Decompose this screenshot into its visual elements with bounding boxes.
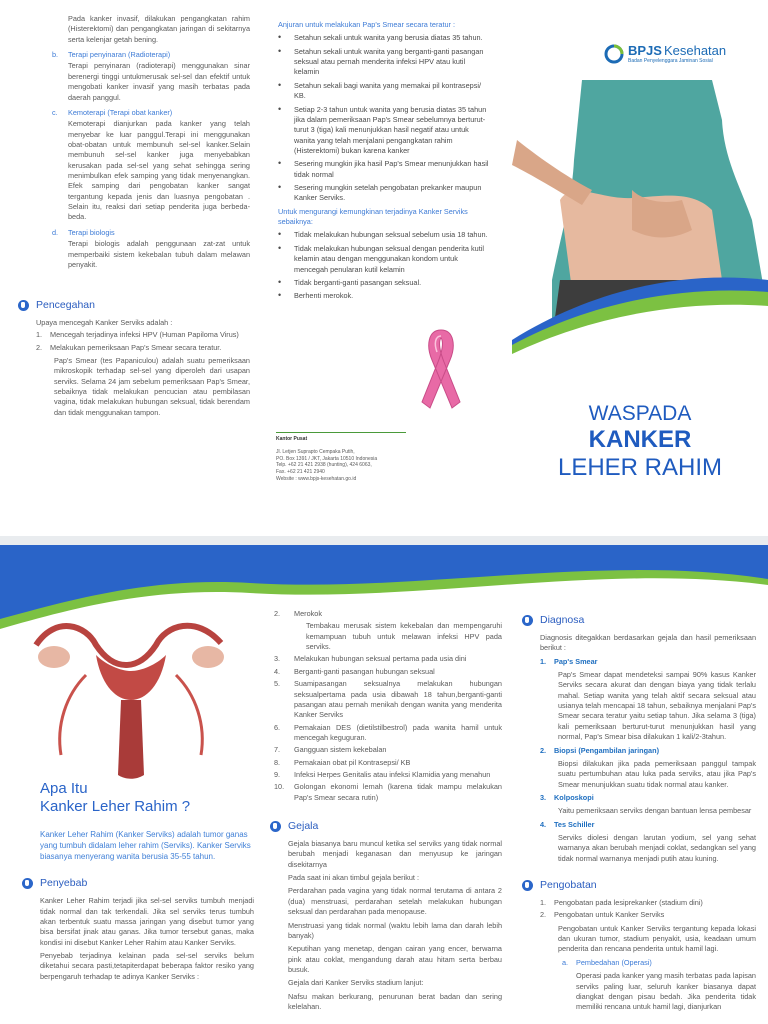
diagnosa-item-text: Pap's Smear dapat mendeteksi sampai 90% kasus Kanker Serviks secara akurat dan dengan biaya yang tidak terlalu mahal. Setiap wanita yang telah aktif secara seksual atau usianya telah mencapai 18 tahun, sebaiknya menjalani Pap's Smear secara teratur yaitu setiap tahun. Jika selama 3 (tiga) kali pemeriksaan berturut-turut menunjukkan hasil yang normal, Pap's Smear bisa dilakukan 1 kali/2-3tahun. xyxy=(558,669,756,742)
heading-line-1: Apa Itu xyxy=(40,780,88,797)
treatment-text: Kemoterapi dianjurkan pada kanker yang telah menyebar ke luar panggul.Terapi ini menggunakan obat-obatan untuk membunuh sel-sel kanker.Selain membunuh sel-sel kanker juga menyebabkan kerusakan pada sel-sel yang sehat sehingga sering menimbulkan efek samping yang tidak menyenangkan. Efek samping dari pengobatan kanker sangat tergantung kepada jenis dan luasnya pengobatan . Selain itu, reaksi dari setiap penderita juga berbeda-beda. xyxy=(68,119,250,222)
logo-accent-text: Kesehatan xyxy=(663,43,727,58)
cover-title xyxy=(512,402,768,481)
list-item: Pengobatan untuk Kanker Serviks xyxy=(554,910,665,920)
title-line-1: WASPADA xyxy=(588,402,692,425)
treatment-text: Terapi penyinaran (radioterapi) menggunakan sinar berenergi tinggi untukmerusak sel-sel dan efektif untuk mengobati kanker invasif yang masih terbatas pada daerah panggul. xyxy=(68,61,250,102)
list-item: • Tidak berganti-ganti pasangan seksual. xyxy=(278,276,422,287)
diagnosa-item-title: Pap's Smear xyxy=(554,656,598,666)
section-heading: Pengobatan xyxy=(540,879,597,892)
left-column xyxy=(52,14,250,275)
list-item: Suamipasangan seksualnya melakukan hubungan seksualpertama pada usia dibawah 18 tahun,berganti-ganti pasangan atau pernah menikah dengan wanita yang menderita Kanker Serviks xyxy=(294,679,502,720)
list-item: Pemakaian obat pil Kontrasepsi/ KB xyxy=(294,757,411,767)
subheading: Pembedahan (Operasi) xyxy=(576,957,652,967)
list-item: • Setahun sekali bagi wanita yang memakai pil kontrasepsi/ KB. xyxy=(278,79,481,101)
section-heading: Pencegahan xyxy=(36,299,95,311)
paragraph: Menstruasi yang tidak normal (waktu lebih lama dan darah lebih banyak) xyxy=(288,920,502,940)
address-line: Telp. +62 21 421 2938 (hunting), 424 6063, xyxy=(276,462,372,469)
divider xyxy=(276,432,406,433)
list-item: Mencegah terjadinya infeksi HPV (Human Papiloma Virus) xyxy=(50,330,239,340)
info-bullet-icon xyxy=(522,615,533,626)
paragraph: Nafsu makan berkurang, penurunan berat badan dan sering kelelahan. xyxy=(288,991,502,1012)
paragraph: Diagnosis ditegakkan berdasarkan gejala dan hasil pemeriksaan berikut : xyxy=(540,632,756,653)
treatment-d: d. Terapi biologis Terapi biologis adalah penggunaan zat-zat untuk memperbaiki sistem kekebalan tubuh dalam melawan penyakit. xyxy=(52,227,250,269)
bpjs-logo-icon xyxy=(604,44,624,64)
paragraph: Operasi pada kanker yang masih terbatas pada lapisan serviks paling luar, seluruh kanker biasanya dapat diangkat dengan pisau bedah. Jika penderita tidak memiliki rencana untuk hamil lagi, dianjurkan xyxy=(576,971,756,1012)
list-item: Melakukan pemeriksaan Pap's Smear secara teratur. xyxy=(50,342,222,352)
brochure-inner-page xyxy=(0,545,768,1024)
list-item: • Setiap 2-3 tahun untuk wanita yang berusia diatas 35 tahun jika dalam pemeriksaan Pap's Smear sebelumnya berturut-turut 3 (tiga) kali menunjukkan hasil negatif atau untuk wanita yang telah menjalani pengangkatan rahim (Histerektomi) bukan karena kanker xyxy=(278,103,487,155)
office-title: Kantor Pusat xyxy=(276,436,308,442)
p2-middle-column: 2. Merokok Tembakau merusak sistem kekebalan dan mempengaruhi kemampuan tubuh untuk melawan infeksi HPV pada serviks. 3. Melakukan hubungan seksual pertama pada usia dini 4. Berganti-ganti pasangan hubungan seksual 5. Suamipasangan seksualnya melakukan hubungan seksualpertama pada usia dibawah 18 tahun,berganti-ganti pasangan atau pernah menikah dengan wanita yang menderita Kanker Serviks 6. Pemakaian DES (dietilstilbestrol) pada wanita hamil untuk mencegah keguguran. 7. Gangguan sistem kekebalan 8. Pemakaian obat pil Kontrasepsi/ KB 9. Infeksi Herpes Genitalis atau infeksi Klamidia yang menahun 10. Golongan ekonomi lemah (karena tidak mampu melakukan Pap's Smear secara rutin) Gejala Gejala biasanya baru muncul ketika sel serviks yang tidak normal berubah menjadi keganasan dan menyusup ke jaringan disekitarnya Pada saat ini akan timbul gejala berikut : Perdarahan pada vagina yang tidak normal terutama di antara 2 (dua) menstruasi, perdarahan setelah melakukan hubungan seksual dan perdarahan pada menopause. Menstruasi yang tidak normal (waktu lebih lama dan darah lebih banyak) Keputihan yang menetap, dengan cairan yang encer, berwarna pink atau coklat, mengandung darah atau hitam serta berbau busuk. Gejala dari Kanker Serviks stadium lanjut: Nafsu makan berkurang, penurunan berat badan dan sering kelelahan. xyxy=(270,607,502,1015)
list-item: • Tidak melakukan hubungan seksual sebelum usia 18 tahun. xyxy=(278,229,488,240)
definition-text: Kanker Leher Rahim (Kanker Serviks) adalah tumor ganas yang tumbuh didalam leher rahim (Serviks). Kanker Serviks biasanya menyerang wanita berusia 35-55 tahun. xyxy=(40,830,251,861)
list-item: Pemakaian DES (dietilstilbestrol) pada wanita hamil untuk mencegah keguguran. xyxy=(294,722,502,742)
paragraph: Pada saat ini akan timbul gejala berikut : xyxy=(288,873,420,883)
diagnosa-item-title: Kolposkopi xyxy=(554,792,594,802)
p2-left-column xyxy=(22,780,254,985)
list-item: • Sesering mungkin jika hasil Pap's Smear menunjukkan hasil tidak normal xyxy=(278,158,489,179)
title-line-2: KANKER xyxy=(588,426,692,454)
diagnosa-item-text: Yaitu pemeriksaan serviks dengan bantuan lensa pembesar xyxy=(558,806,752,816)
section-heading: Diagnosa xyxy=(540,614,585,626)
list-item: • Setahun sekali untuk wanita yang berusia diatas 35 tahun. xyxy=(278,32,483,43)
office-address xyxy=(276,436,416,483)
anjuran-list xyxy=(278,33,490,203)
apa-itu-heading xyxy=(22,780,254,816)
paragraph: Gejala biasanya baru muncul ketika sel serviks yang tidak normal berubah menjadi keganasan dan menyusup ke jaringan disekitarnya xyxy=(288,839,502,869)
info-bullet-icon xyxy=(22,878,33,889)
treatment-title: Terapi penyinaran (Radioterapi) xyxy=(68,50,171,60)
middle-column xyxy=(278,20,490,305)
info-bullet-icon xyxy=(270,821,281,832)
info-bullet-icon xyxy=(522,880,533,891)
list-item-detail: Tembakau merusak sistem kekebalan dan mempengaruhi kemampuan tubuh untuk melawan infeksi HPV pada serviks. xyxy=(306,621,502,652)
treatment-text: Terapi biologis adalah penggunaan zat-zat untuk memperbaiki sistem kekebalan tubuh dalam melawan penyakit. xyxy=(68,239,250,269)
section-heading: Gejala xyxy=(288,820,319,833)
list-item: • Berhenti merokok. xyxy=(278,290,354,301)
logo-subtitle: Badan Penyelenggara Jaminan Sosial xyxy=(628,58,713,64)
list-item: Infeksi Herpes Genitalis atau infeksi Klamidia yang menahun xyxy=(294,770,491,780)
diagnosa-item-title: Biopsi (Pengambilan jaringan) xyxy=(554,745,660,755)
address-line: Fax. +62 21 421 2940 xyxy=(276,469,325,475)
uterus-illustration xyxy=(26,605,236,790)
title-line-3: LEHER RAHIM xyxy=(557,453,723,481)
page-gap xyxy=(0,536,768,545)
list-item: Golongan ekonomi lemah (karena tidak mampu melakukan Pap's Smear secara rutin) xyxy=(294,782,502,802)
list-item: • Sesering mungkin setelah pengobatan prekanker maupun Kanker Serviks. xyxy=(278,182,482,203)
p2-right-column: Diagnosa Diagnosis ditegakkan berdasarkan gejala dan hasil pemeriksaan berikut : 1. Pap's Smear Pap's Smear dapat mendeteksi sampai 90% kasus Kanker Serviks secara akurat dan dengan biaya yang tidak terlalu mahal. Setiap wanita yang telah aktif secara seksual atau usianya telah mencapai 18 tahun, sebaiknya menjalani Pap's Smear secara teratur yaitu setiap tahun. Jika selama 3 (tiga) kali pemeriksaan berturut-turut menunjukkan hasil yang normal, Pap's Smear bisa dilakukan 1 kali/2-3tahun. 2. Biopsi (Pengambilan jaringan) Biopsi dilakukan jika pada pemeriksaan panggul tampak suatu pertumbuhan atau luka pada serviks, atau jika Pap's Smear menunjukkan suatu tidak normal atau kanker. 3. Kolposkopi Yaitu pemeriksaan serviks dengan bantuan lensa pembesar 4. Tes Schiller Serviks diolesi dengan larutan yodium, sel yang sehat warnanya akan berubah menjadi coklat, sedangkan sel yang tidak normal warnanya menjadi putih atau kuning. Pengobatan 1. Pengobatan pada lesiprekanker (stadium dini) 2. Pengobatan untuk Kanker Serviks Pengobatan untuk Kanker Serviks tergantung kepada lokasi dan ukuran tumor, stadium penyakit, usia, keadaan umum penderita dan rencana penderita untuk hamil lagi. a. Pembedahan (Operasi) Operasi pada kanker yang masih terbatas pada lapisan serviks paling luar, seluruh kanker biasanya dapat diangkat dengan pisau bedah. Jika penderita tidak memiliki rencana untuk hamil lagi, dianjurkan xyxy=(522,603,756,1016)
address-line: PO. Box 1391 / JKT, Jakarta 10510 Indonesia xyxy=(276,455,378,462)
treatment-c: c. Kemoterapi (Terapi obat kanker) Kemoterapi dianjurkan pada kanker yang telah menyebar ke luar panggul.Terapi ini menggunakan obat-obatan untuk membunuh sel-sel kanker.Selain membunuh sel-sel kanker juga menyebabkan kerusakan pada sel-sel yang sehat sehingga sering menimbulkan efek samping yang tidak menyenangkan. Efek samping dari pengobatan kanker sangat tergantung kepada jenis dan luasnya pengobatan . Selain itu, reaksi dari setiap penderita juga berbeda-beda. xyxy=(52,107,250,222)
section-heading: Penyebab xyxy=(40,877,88,890)
pencegahan-intro: Upaya mencegah Kanker Serviks adalah : xyxy=(36,317,173,327)
treatment-b: b. Terapi penyinaran (Radioterapi) Terapi penyinaran (radioterapi) menggunakan sinar berenergi tinggi untukmerusak sel-sel dan efektif untuk mengobati kanker invasif yang masih terbatas pada daerah panggul. xyxy=(52,50,250,102)
list-item: Merokok xyxy=(294,609,322,618)
paps-description: Pap's Smear (tes Papaniculou) adalah suatu pemeriksaan mikroskopik terhadap sel-sel yang diperoleh dari usapan serviks. Selama 24 jam sebelum pemeriksaan Pap's Smear, sebaiknya tidak melakukan pencucian atau pembilasan vagina, tidak melakukan hubungan seksual, tidak berendam dan tidak menggunakan tampon. xyxy=(54,355,250,417)
paragraph: Keputihan yang menetap, dengan cairan yang encer, berwarna pink atau coklat, mengandung darah atau hitam serta berbau busuk. xyxy=(288,944,502,974)
paragraph: Gejala dari Kanker Serviks stadium lanjut: xyxy=(288,978,424,988)
anjuran-heading: Anjuran untuk melakukan Pap's Smear secara teratur : xyxy=(278,20,456,29)
heading-line-2: Kanker Leher Rahim ? xyxy=(40,798,191,815)
pencegahan-section: Pencegahan Upaya mencegah Kanker Serviks adalah : 1. Mencegah terjadinya infeksi HPV (Human Papiloma Virus) 2. Melakukan pemeriksaan Pap's Smear secara teratur. Pap's Smear (tes Papaniculou) adalah suatu pemeriksaan mikroskopik terhadap sel-sel yang diperoleh dari usapan serviks. Selama 24 jam sebelum pemeriksaan Pap's Smear, sebaiknya tidak melakukan pencucian atau pembilasan vagina, tidak melakukan hubungan seksual, tidak berendam dan tidak menggunakan tampon. xyxy=(18,288,250,421)
kurangi-list xyxy=(278,230,490,301)
treatment-title: Kemoterapi (Terapi obat kanker) xyxy=(68,107,173,117)
logo-text: BPJS xyxy=(628,43,662,58)
list-item: Gangguan sistem kekebalan xyxy=(294,745,387,755)
paragraph: Kanker Leher Rahim terjadi jika sel-sel serviks tumbuh menjadi tidak normal dan tak terkendali. Jika sel serviks terus tumbuh akan terbentuk suatu massa jaringan yang disebut tumor yang bisa bersifat jinak atau ganas. Jika tumor tersebut ganas, maka kondisi ini disebut Kanker Leher Rahim atau Kanker Serviks. xyxy=(40,896,254,947)
kurangi-heading: Untuk mengurangi kemungkinan terjadinya Kanker Serviks sebaiknya: xyxy=(278,206,468,227)
list-item: Melakukan hubungan seksual pertama pada usia dini xyxy=(294,654,467,664)
list-item: • Setahun sekali untuk wanita yang berganti-ganti pasangan seksual atau pernah menderita infeksi HPV atau kutil kelamin xyxy=(278,45,484,77)
list-item: Pengobatan pada lesiprekanker (stadium dini) xyxy=(554,898,703,907)
diagnosa-item-text: Serviks diolesi dengan larutan yodium, sel yang sehat warnanya akan berubah menjadi coklat, sedangkan sel yang tidak normal warnanya menjadi putih atau kuning. xyxy=(558,833,756,863)
diagnosa-item-title: Tes Schiller xyxy=(554,819,595,829)
paragraph: Perdarahan pada vagina yang tidak normal terutama di antara 2 (dua) menstruasi, perdarahan setelah melakukan hubungan seksual dan perdarahan pada menopause. xyxy=(288,886,502,917)
address-line: Jl. Letjen Suprapto Cempaka Putih, xyxy=(276,448,355,455)
diagnosa-item-text: Biopsi dilakukan jika pada pemeriksaan panggul tampak suatu pertumbuhan atau luka pada serviks, atau jika Pap's Smear menunjukkan suatu tidak normal atau kanker. xyxy=(558,758,756,789)
list-item: • Tidak melakukan hubungan seksual dengan penderita kutil kelamin atau dengan menggunakan kondom untuk mencegah penularan kutil kelamin xyxy=(278,242,484,274)
decorative-swoosh xyxy=(512,230,768,536)
intro-paragraph: Pada kanker invasif, dilakukan pengangkatan rahim (Histerektomi) dan pengangkatan jaringan di sekitarnya serta kelenjar getah bening. xyxy=(68,14,250,44)
cover-panel xyxy=(512,0,768,536)
address-line: Website : www.bpjs-kesehatan.go.id xyxy=(276,475,357,482)
list-item: Berganti-ganti pasangan hubungan seksual xyxy=(294,666,435,676)
paragraph: Pengobatan untuk Kanker Serviks tergantung kepada lokasi dan ukuran tumor, stadium penyakit, usia, keadaan umum penderita dan rencana penderita untuk hamil lagi. xyxy=(558,923,756,954)
info-bullet-icon xyxy=(18,300,29,311)
paragraph: Penyebab terjadinya kelainan pada sel-sel serviks belum diketahui secara pasti,tetapiterdapat beberapa faktor resiko yang berpengaruh terhadap te adinya Kanker Serviks : xyxy=(40,951,254,981)
bpjs-logo xyxy=(604,44,726,64)
treatment-title: Terapi biologis xyxy=(68,227,115,237)
pink-ribbon-icon xyxy=(418,322,464,414)
